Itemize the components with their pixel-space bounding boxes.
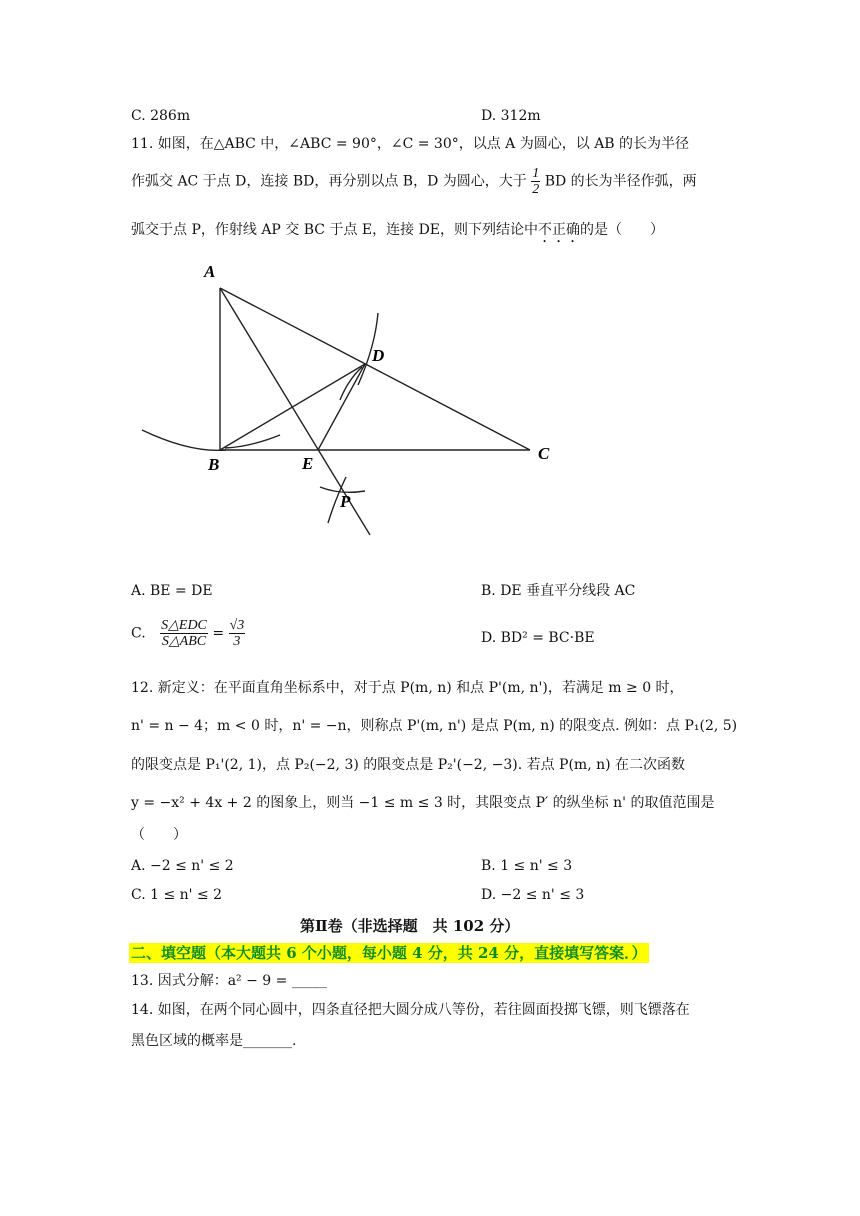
q11-option-c: C. $\frac{\text{S△EDC}}{\text{S△ABC}}$ = $\frac{√3}{3}$ xyxy=(131,618,245,649)
q11-line2-a: 作弧交 AC 于点 D，连接 BD，再分别以点 B，D 为圆心，大于 xyxy=(131,173,527,190)
triangle-construction-figure xyxy=(130,255,570,545)
part2-heading: 二、填空题（本大题共 6 个小题，每小题 4 分，共 24 分，直接填写答案．） xyxy=(131,944,647,962)
q11-line2 xyxy=(131,166,697,197)
q14-line2: 黑色区域的概率是_______. xyxy=(131,1033,297,1049)
q13: 13. 因式分解：a² − 9 = _____ xyxy=(131,973,327,989)
label-p: P xyxy=(340,492,351,511)
q11-option-a: A. BE = DE xyxy=(131,583,213,599)
q12-option-a: A. −2 ≤ n' ≤ 2 xyxy=(131,858,234,874)
option-c: C. 286m xyxy=(131,108,191,124)
label-d: D xyxy=(372,346,385,365)
q11-line3-a: 弧交于点 P，作射线 AP 交 BC 于点 E，连接 DE，则下列结论中 xyxy=(131,222,539,238)
section-title: 第Ⅱ卷（非选择题 共 102 分） xyxy=(300,917,520,935)
q12-option-b: B. 1 ≤ n' ≤ 3 xyxy=(481,858,573,874)
label-c: C xyxy=(538,444,550,463)
root3-over-3-fraction: $\frac{√3}{3}$ xyxy=(229,618,245,649)
label-b: B xyxy=(208,455,220,474)
q12-line4: y = −x² + 4x + 2 的图象上，则当 −1 ≤ m ≤ 3 时，其限变点 P′ 的纵坐标 n' 的取值范围是 xyxy=(131,795,715,811)
q12-option-c: C. 1 ≤ n' ≤ 2 xyxy=(131,887,223,903)
q12-line1: 12. 新定义：在平面直角坐标系中，对于点 P(m, n) 和点 P'(m, n')，若满足 m ≥ 0 时， xyxy=(131,680,684,696)
segment-de xyxy=(318,364,365,450)
area-ratio-fraction: $\frac{\text{S△EDC}}{\text{S△ABC}}$ xyxy=(161,618,207,649)
q12-line5: （ ） xyxy=(131,827,187,843)
q12-line3: 的限变点是 P₁'(2, 1)，点 P₂(−2, 3) 的限变点是 P₂'(−2, −3). 若点 P(m, n) 在二次函数 xyxy=(131,757,686,773)
q11-option-b: B. DE 垂直平分线段 AC xyxy=(481,583,636,599)
q11-line1: 11. 如图，在△ABC 中，∠ABC = 90°，∠C = 30°，以点 A 为圆心，以 AB 的长为半径 xyxy=(131,136,690,152)
emphasis-not-correct: 不正确 xyxy=(538,222,581,238)
half-fraction: $\frac{1}{2}$ xyxy=(532,166,540,197)
label-a: A xyxy=(204,262,216,281)
option-d: D. 312m xyxy=(481,108,541,124)
label-e: E xyxy=(302,454,314,473)
q11-line3 xyxy=(131,220,664,246)
segment-ac xyxy=(220,288,530,450)
q12-option-d: D. −2 ≤ n' ≤ 3 xyxy=(481,887,585,903)
q11-line3-b: 的是（ ） xyxy=(580,222,665,238)
q11-line2-b: BD 的长为半径作弧，两 xyxy=(544,173,697,190)
q14-line1: 14. 如图，在两个同心圆中，四条直径把大圆分成八等份，若往圆面投掷飞镖，则飞镖落在 xyxy=(131,1002,690,1018)
q12-line2: n' = n − 4；m < 0 时，n' = −n，则称点 P'(m, n') 是点 P(m, n) 的限变点. 例如：点 P₁(2, 5) xyxy=(131,718,738,734)
arc-left xyxy=(142,430,226,450)
q11-option-d: D. BD² = BC·BE xyxy=(481,630,595,646)
